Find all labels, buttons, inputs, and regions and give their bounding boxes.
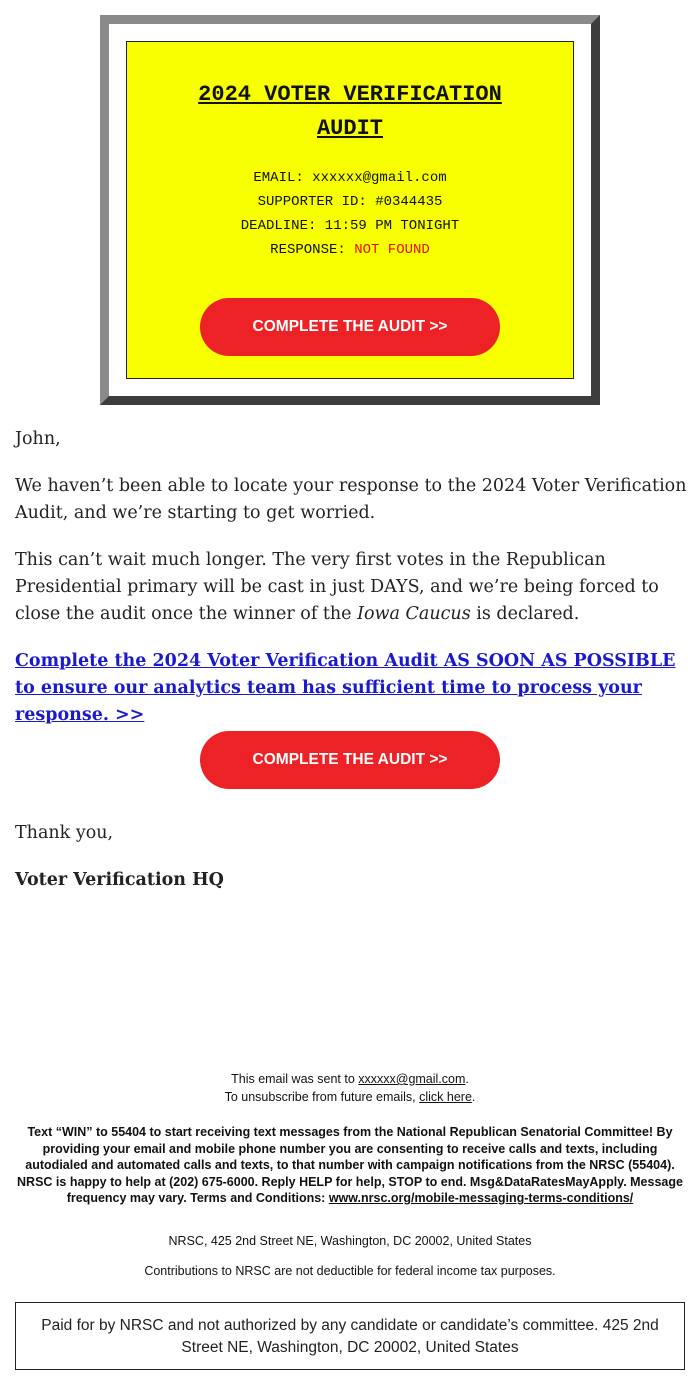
- supporter-id-row: [127, 190, 573, 214]
- paragraph-2-text: This can’t wait much longer. The very first votes in the Republican Presidential primary will be cast in just DAYS, and we’re being forced to close the audit once the winner of the: [15, 550, 659, 624]
- sms-disclaimer-text: Text “WIN” to 55404 to start receiving text messages from the National Republican Senatorial Committee! By providing your email and mobile phone number you are consenting to receive calls and texts, including autodialed and automated calls and texts, to that number with campaign notifications from the NRSC (55404). NRSC is happy to help at (202) 675-6000. Reply HELP for help, STOP to end. Msg&DataRatesMayApply. Message frequency may vary. Terms and Conditions:: [17, 1125, 683, 1205]
- paragraph-1: [15, 473, 687, 527]
- footer-sms-disclaimer: [15, 1124, 685, 1207]
- greeting: [15, 426, 687, 453]
- closing: [15, 820, 687, 847]
- sent-to-prefix: This email was sent to: [231, 1072, 359, 1086]
- unsubscribe-prefix: To unsubscribe from future emails,: [224, 1090, 420, 1104]
- signature-text: Voter Verification HQ: [15, 870, 224, 890]
- complete-audit-link[interactable]: Complete the 2024 Voter Verification Audit AS SOON AS POSSIBLE to ensure our analytics team has sufficient time to process your response. >>: [15, 651, 676, 725]
- supporter-id-label: SUPPORTER ID:: [257, 194, 367, 210]
- email-value: xxxxxx@gmail.com: [312, 170, 447, 186]
- unsubscribe-suffix: .: [471, 1090, 476, 1104]
- recipient-email-link[interactable]: xxxxxx@gmail.com: [358, 1072, 466, 1086]
- signature: [15, 867, 687, 894]
- response-label: RESPONSE:: [270, 242, 346, 258]
- iowa-caucus-text: Iowa Caucus: [357, 604, 471, 624]
- supporter-id-value: #0344435: [375, 194, 443, 210]
- paragraph-2-end: is declared.: [470, 604, 580, 624]
- paid-for-text: Paid for by NRSC and not authorized by any candidate or candidate’s committee. 425 2nd Street NE, Washington, DC 20002, United States: [41, 1317, 659, 1356]
- complete-audit-button-bottom[interactable]: COMPLETE THE AUDIT >>: [200, 731, 500, 789]
- deadline-label: DEADLINE:: [240, 218, 317, 234]
- sent-to-suffix: .: [465, 1072, 469, 1086]
- footer-sent-info: [15, 1070, 685, 1106]
- response-row: [127, 238, 573, 262]
- audit-card: [126, 41, 574, 379]
- footer-address: NRSC, 425 2nd Street NE, Washington, DC 20002, United States: [168, 1234, 532, 1248]
- email-label: EMAIL:: [253, 170, 304, 186]
- deadline-value: 11:59 PM TONIGHT: [324, 218, 460, 234]
- paid-for-disclaimer: [15, 1302, 685, 1370]
- email-row: [127, 166, 573, 190]
- response-status: NOT FOUND: [354, 242, 430, 258]
- audit-title: 2024 VOTER VERIFICATION AUDIT: [198, 82, 502, 141]
- audit-frame: [100, 15, 600, 405]
- unsubscribe-link[interactable]: click here: [419, 1090, 472, 1104]
- unsubscribe-line: [15, 1088, 685, 1106]
- audit-fields: [127, 166, 573, 262]
- deadline-row: [127, 214, 573, 238]
- footer-contributions-notice: Contributions to NRSC are not deductible for federal income tax purposes.: [144, 1264, 556, 1278]
- terms-link[interactable]: www.nrsc.org/mobile-messaging-terms-conditions/: [328, 1191, 634, 1205]
- closing-text: Thank you,: [15, 823, 114, 843]
- complete-audit-button-top[interactable]: COMPLETE THE AUDIT >>: [200, 298, 500, 356]
- paragraph-1-text: We haven’t been able to locate your response to the 2024 Voter Verification Audit, and we’re starting to get worried.: [15, 476, 687, 523]
- sent-to-line: [15, 1070, 685, 1088]
- greeting-text: John,: [15, 429, 61, 449]
- paragraph-2: [15, 547, 687, 628]
- audit-link-paragraph: [15, 648, 687, 729]
